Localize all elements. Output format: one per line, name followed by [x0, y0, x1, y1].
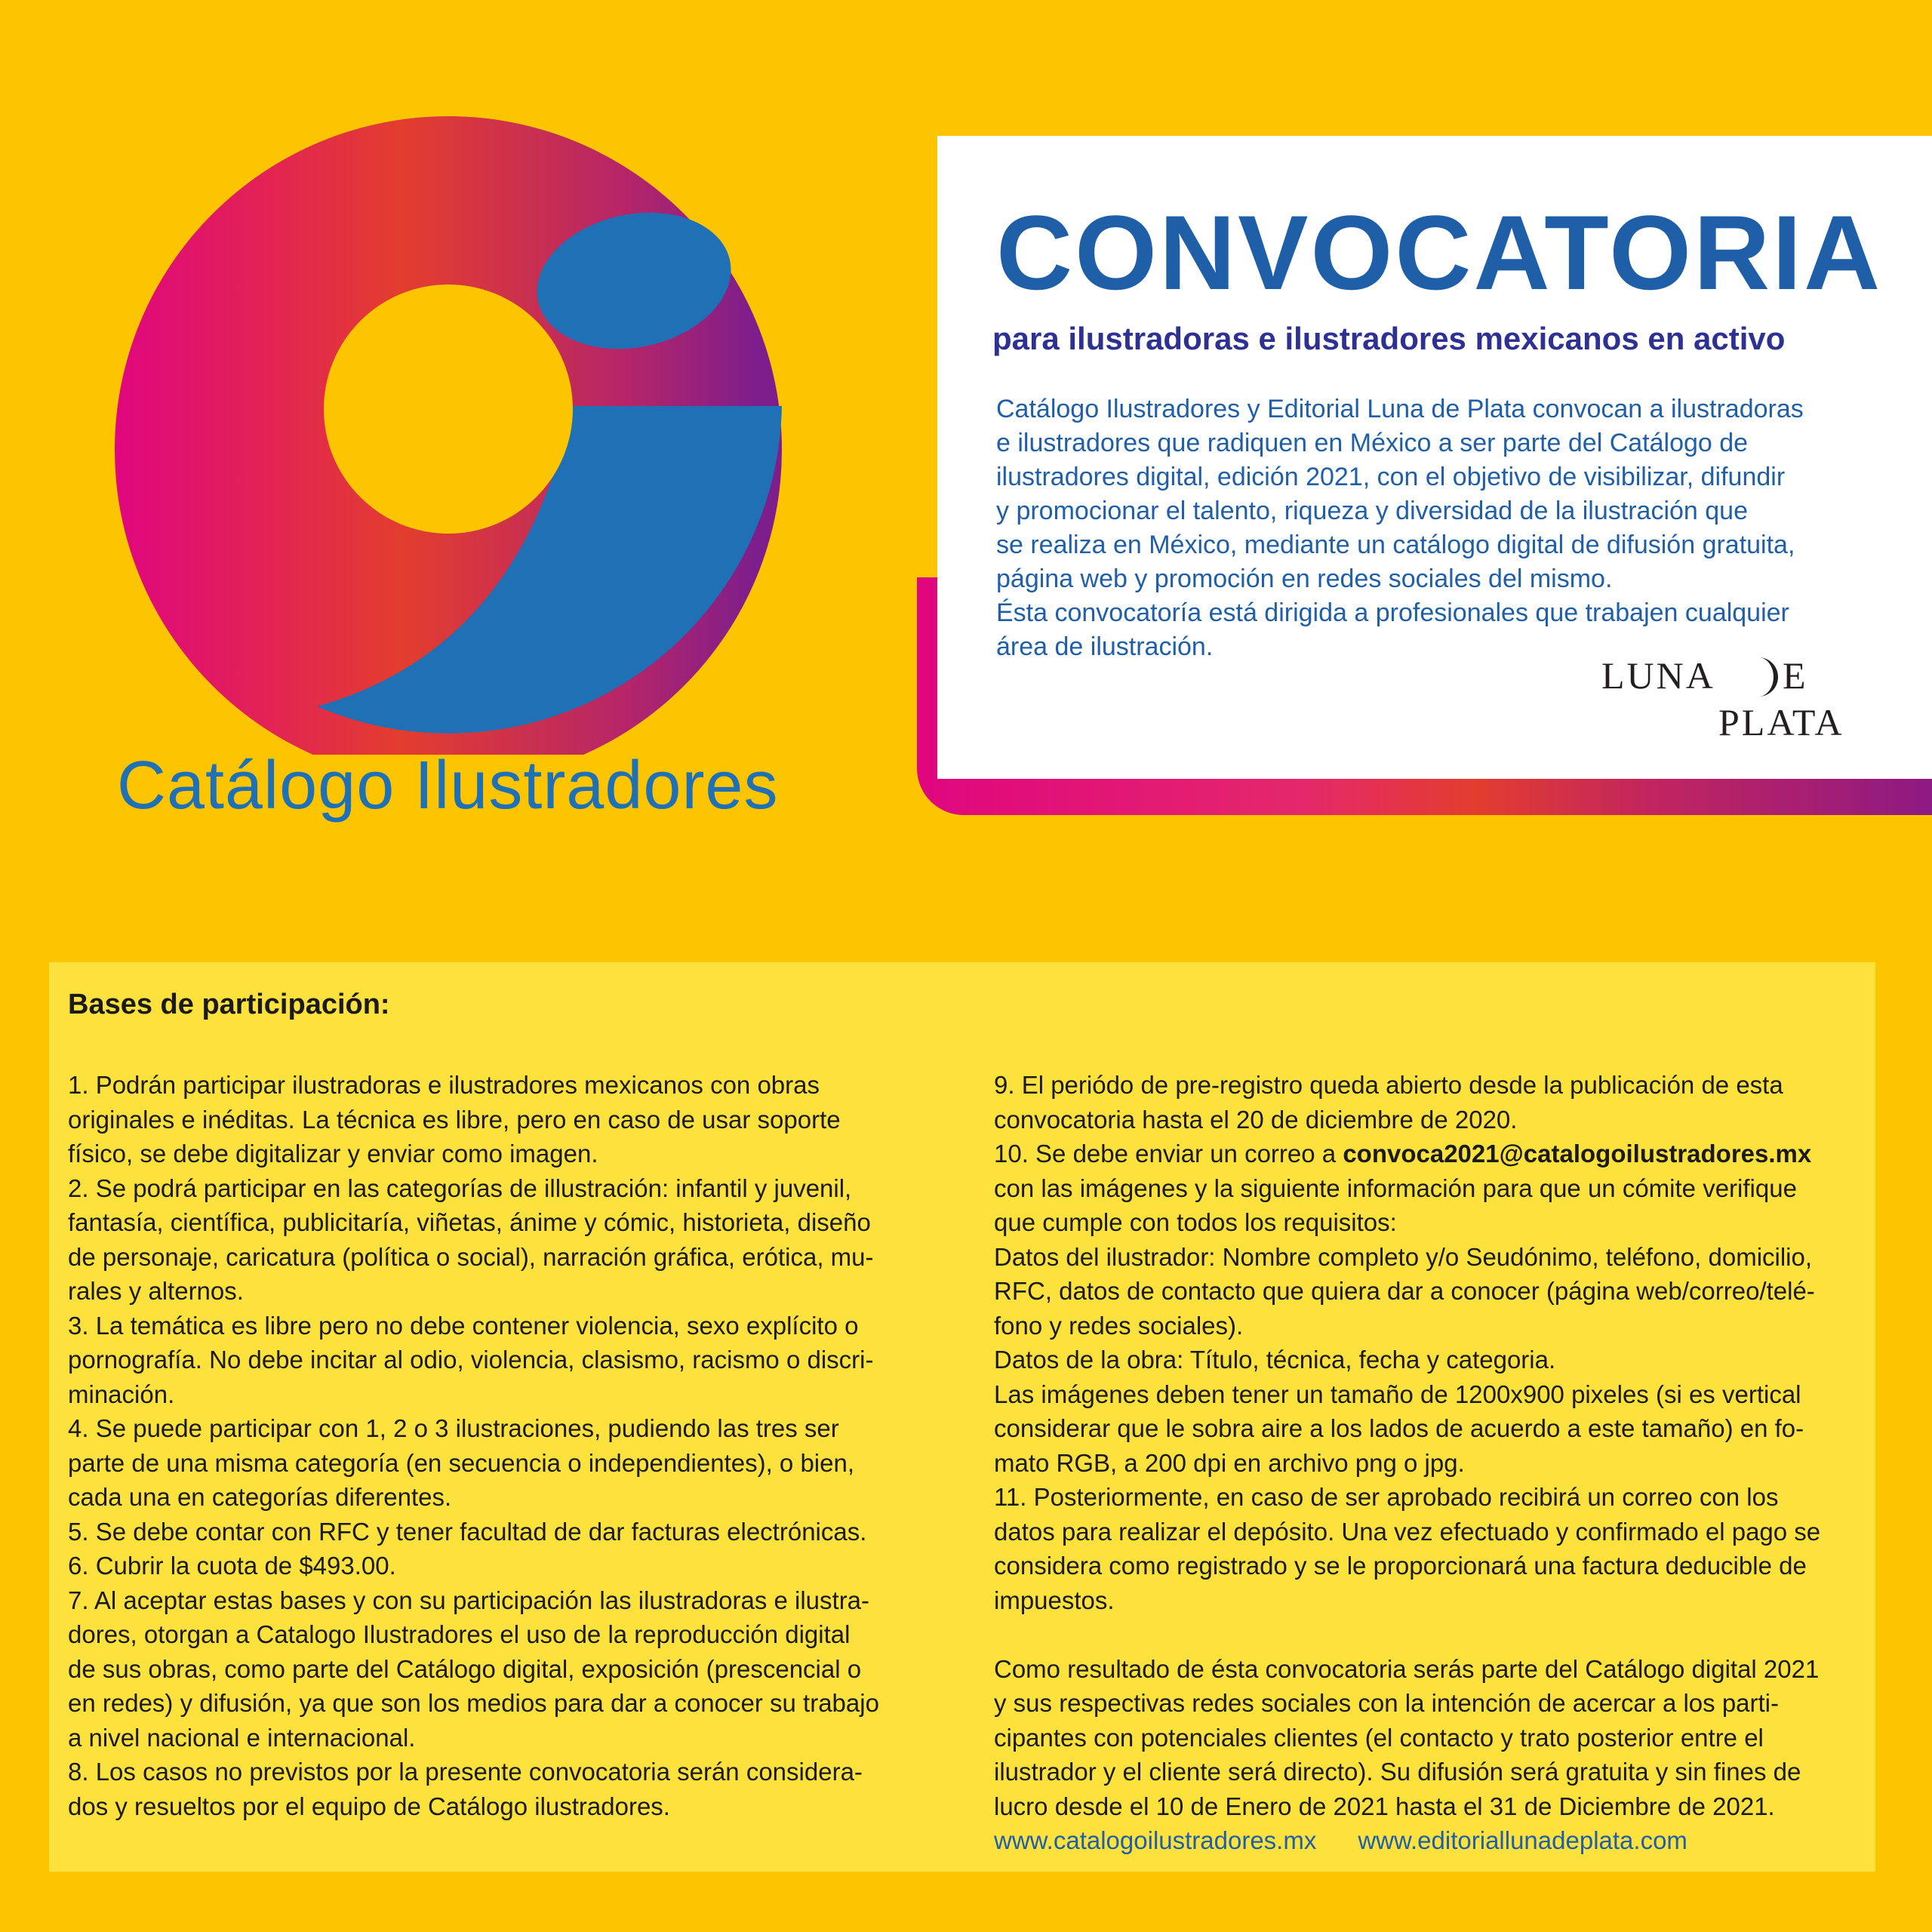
bases-line: convocatoria hasta el 20 de diciembre de 2020. [994, 1105, 1518, 1134]
call-line: ilustradores digital, edición 2021, con el objetivo de visibilizar, difundir [996, 463, 1786, 491]
website-links [994, 1823, 1862, 1858]
c-ring-logo-icon [0, 0, 830, 755]
bases-line: rales y alternos. [68, 1277, 244, 1305]
bases-line: 2. Se podrá participar en las categorías de illustración: infantil y juvenil, [68, 1174, 852, 1202]
bases-line: en redes) y difusión, ya que son los medios para dar a conocer su trabajo [68, 1689, 879, 1717]
call-subtitle: para ilustradoras e ilustradores mexicanos en activo [992, 321, 1786, 356]
call-line: se realiza en México, mediante un catálogo digital de difusión gratuita, [996, 531, 1795, 559]
link-editorial-luna-de-plata[interactable]: www.editoriallunadeplata.com [1358, 1826, 1687, 1854]
bases-line: considera como registrado y se le proporcionará una factura deducible de [994, 1552, 1807, 1580]
bases-line: 3. La temática es libre pero no debe contener violencia, sexo explícito o [68, 1311, 859, 1340]
bases-right-column [994, 1068, 1862, 1858]
bases-line: que cumple con todos los requisitos: [994, 1208, 1397, 1236]
call-card [937, 136, 1932, 779]
bases-line: 1. Podrán participar ilustradoras e ilustradores mexicanos con obras [68, 1071, 820, 1099]
call-line: Catálogo Ilustradores y Editorial Luna de Plata convocan a ilustradoras [996, 395, 1804, 423]
publisher-logo-word-luna: LUNA [1601, 654, 1715, 697]
bases-line: fantasía, científica, publicitaría, viñetas, ánime y cómic, historieta, diseño [68, 1208, 871, 1236]
bases-line: datos para realizar el depósito. Una vez efectuado y confirmado el pago se [994, 1517, 1821, 1546]
paragraph-gap [994, 1617, 1862, 1652]
bases-line: RFC, datos de contacto que quiera dar a conocer (página web/correo/telé- [994, 1277, 1815, 1305]
link-catalogo-ilustradores[interactable]: www.catalogoilustradores.mx [994, 1826, 1317, 1854]
crescent-moon-icon [1752, 655, 1786, 699]
bases-line: mato RGB, a 200 dpi en archivo png o jpg. [994, 1448, 1465, 1477]
bases-line: fono y redes sociales). [994, 1311, 1244, 1340]
bases-line: Datos del ilustrador: Nombre completo y/o Seudónimo, teléfono, domicilio, [994, 1242, 1813, 1271]
bases-line: de sus obras, como parte del Catálogo digital, exposición (prescencial o [68, 1654, 862, 1683]
publisher-logo-letter-e: E [1783, 654, 1806, 697]
brand-name: Catálogo Ilustradores [117, 748, 779, 823]
bases-heading: Bases de participación: [68, 989, 390, 1020]
bases-line: de personaje, caricatura (política o social), narración gráfica, erótica, mu- [68, 1242, 874, 1271]
call-line: área de ilustración. [996, 632, 1214, 661]
bases-line: 5. Se debe contar con RFC y tener facultad de dar facturas electrónicas. [68, 1517, 867, 1546]
bases-line: 8. Los casos no previstos por la presente convocatoria serán considera- [68, 1758, 863, 1786]
accent-frame-notch [917, 532, 940, 577]
call-line: Ésta convocatoría está dirigida a profesionales que trabajen cualquier [996, 598, 1789, 627]
bases-line: Las imágenes deben tener un tamaño de 1200x900 pixeles (si es vertical [994, 1380, 1801, 1408]
call-line: y promocionar el talento, riqueza y diversidad de la ilustración que [996, 497, 1748, 525]
submission-email[interactable]: convoca2021@catalogoilustradores.mx [1343, 1140, 1812, 1168]
closing-line: y sus respectivas redes sociales con la intención de acercar a los parti- [994, 1689, 1779, 1717]
bases-line: parte de una misma categoría (en secuencia o independientes), o bien, [68, 1448, 854, 1477]
bases-line: minación. [68, 1380, 175, 1408]
bases-line: originales e inéditas. La técnica es libre, pero en caso de usar soporte [68, 1105, 841, 1134]
call-line: página web y promoción en redes sociales del mismo. [996, 565, 1613, 593]
bases-line: 7. Al aceptar estas bases y con su participación las ilustradoras e ilustra- [68, 1586, 870, 1614]
bases-line: físico, se debe digitalizar y enviar como imagen. [68, 1140, 598, 1168]
closing-line: cipantes con potenciales clientes (el contacto y trato posterior entre el [994, 1723, 1764, 1752]
bases-panel [49, 962, 1875, 1872]
bases-line: considerar que le sobra aire a los lados de acuerdo a este tamaño) en fo- [994, 1414, 1804, 1442]
publisher-logo [1601, 654, 1858, 751]
bases-line: dores, otorgan a Catalogo Ilustradores el uso de la reproducción digital [68, 1620, 851, 1648]
bases-line: a nivel nacional e internacional. [68, 1723, 416, 1752]
bases-line: pornografía. No debe incitar al odio, violencia, clasismo, racismo o discri- [68, 1346, 874, 1374]
bases-line: impuestos. [994, 1586, 1115, 1614]
logo-inner-hole [324, 285, 573, 534]
bases-line: 11. Posteriormente, en caso de ser aprobado recibirá un correo con los [994, 1483, 1779, 1511]
publisher-logo-word-plata: PLATA [1718, 701, 1844, 743]
bases-item-10 [994, 1137, 1862, 1171]
bases-line: con las imágenes y la siguiente información para que un cómite verifique [994, 1174, 1797, 1202]
call-title: CONVOCATORIA [996, 193, 1883, 312]
bases-item-10-text: 10. Se debe enviar un correo a [994, 1140, 1343, 1168]
bases-line: dos y resueltos por el equipo de Catálogo ilustradores. [68, 1792, 670, 1820]
closing-line: lucro desde el 10 de Enero de 2021 hasta el 31 de Diciembre de 2021. [994, 1792, 1775, 1820]
closing-line: ilustrador y el cliente será directo). Su difusión será gratuita y sin fines de [994, 1758, 1801, 1786]
call-line: e ilustradores que radiquen en México a ser parte del Catálogo de [996, 429, 1749, 457]
bases-line: 9. El periódo de pre-registro queda abierto desde la publicación de esta [994, 1071, 1783, 1099]
closing-line: Como resultado de ésta convocatoria serás parte del Catálogo digital 2021 [994, 1654, 1820, 1683]
bases-line: Datos de la obra: Título, técnica, fecha y categoria. [994, 1346, 1556, 1374]
bases-line: 4. Se puede participar con 1, 2 o 3 ilustraciones, pudiendo las tres ser [68, 1414, 839, 1442]
bases-line: cada una en categorías diferentes. [68, 1483, 452, 1511]
bases-line: 6. Cubrir la cuota de $493.00. [68, 1552, 396, 1580]
call-description [996, 392, 1864, 664]
bases-left-column [68, 1068, 958, 1823]
